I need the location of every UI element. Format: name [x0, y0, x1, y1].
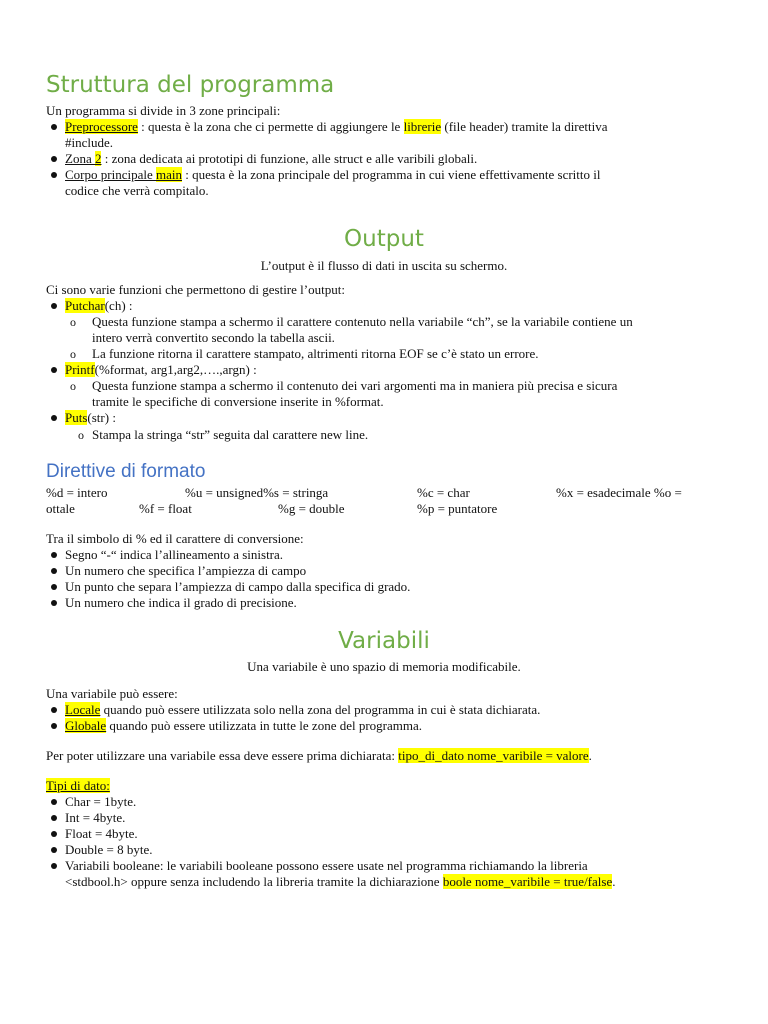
- list-item: [65, 167, 600, 183]
- section-subtitle: L’output è il flusso di dati in uscita su schermo.: [260, 258, 508, 273]
- bullet-icon: [51, 303, 57, 309]
- paragraph-text: Per poter utilizzare una variabile essa deve essere prima dichiarata:: [46, 748, 399, 763]
- highlighted-term: librerie: [403, 119, 442, 134]
- highlighted-term: Putchar: [65, 298, 105, 313]
- list-item-text: : questa è la zona che ci permette di aggiungere le: [137, 119, 404, 134]
- sub-list-item: Stampa la stringa “str” seguita dal carattere new line.: [92, 427, 369, 442]
- bullet-icon: [51, 172, 57, 178]
- section-title-direttive: Direttive di formato: [46, 461, 206, 482]
- paragraph: Ci sono varie funzioni che permettono di gestire l’output:: [46, 282, 345, 297]
- highlighted-term: Printf: [65, 362, 95, 377]
- list-item-text: : questa è la zona principale del programma in cui viene effettivamente scritto il: [181, 167, 601, 182]
- sub-list-item: Questa funzione stampa a schermo il carattere contenuto nella variabile “ch”, se la variabile contiene un: [92, 314, 633, 329]
- list-item-text: <stdbool.h> oppure senza includendo la libreria tramite la dichiarazione: [65, 874, 443, 889]
- circle-bullet-icon: o: [70, 347, 76, 361]
- list-item-text: (str) :: [87, 410, 116, 425]
- list-item-text: (file header) tramite la direttiva: [441, 119, 608, 134]
- paragraph: [46, 748, 592, 764]
- bullet-icon: [51, 815, 57, 821]
- bullet-icon: [51, 863, 57, 869]
- circle-bullet-icon: o: [70, 315, 76, 329]
- format-cell: %p = puntatore: [417, 501, 498, 516]
- list-item: Un numero che indica il grado di precisione.: [65, 595, 297, 610]
- sub-list-item-continuation: intero verrà convertito secondo la tabella ascii.: [92, 330, 335, 345]
- list-item-text: Corpo principale: [65, 167, 156, 182]
- format-cell: %g = double: [278, 501, 345, 516]
- list-item-continuation: [65, 874, 615, 890]
- list-item: Int = 4byte.: [65, 810, 126, 825]
- list-item: Segno “-“ indica l’allineamento a sinistra.: [65, 547, 284, 562]
- sub-list-item: Questa funzione stampa a schermo il contenuto dei vari argomenti ma in maniera più precisa e sicura: [92, 378, 618, 393]
- sub-list-item: La funzione ritorna il carattere stampato, altrimenti ritorna EOF se c’è stato un errore.: [92, 346, 539, 361]
- format-cell: ottale: [46, 501, 75, 516]
- highlighted-term: 2: [94, 151, 102, 166]
- bullet-icon: [51, 723, 57, 729]
- list-item-continuation: #include.: [65, 135, 114, 150]
- bullet-icon: [51, 831, 57, 837]
- bullet-icon: [51, 847, 57, 853]
- highlighted-term: Tipi di dato:: [46, 778, 110, 793]
- list-item: Float = 4byte.: [65, 826, 138, 841]
- highlighted-term: main: [155, 167, 182, 182]
- section-title-struttura: Struttura del programma: [46, 72, 335, 98]
- list-item: Un punto che separa l’ampiezza di campo dalla specifica di grado.: [65, 579, 411, 594]
- section-subtitle: Una variabile è uno spazio di memoria modificabile.: [247, 659, 521, 674]
- list-item-text: quando può essere utilizzata solo nella zona del programma in cui è stata dichiarata.: [100, 702, 541, 717]
- format-cell: %d = intero: [46, 485, 108, 500]
- bullet-icon: [51, 552, 57, 558]
- format-cell: %c = char: [417, 485, 470, 500]
- circle-bullet-icon: o: [78, 428, 84, 442]
- bullet-icon: [51, 584, 57, 590]
- format-cell: %x = esadecimale %o =: [556, 485, 682, 500]
- highlighted-term: Locale: [65, 702, 101, 717]
- list-item-text: .: [612, 874, 616, 889]
- highlighted-code: tipo_di_dato nome_varibile = valore: [398, 748, 589, 763]
- subheading-tipi: [46, 778, 110, 794]
- list-item-text: quando può essere utilizzata in tutte le zone del programma.: [106, 718, 423, 733]
- list-item-text: (ch) :: [104, 298, 133, 313]
- list-item: [65, 362, 257, 378]
- bullet-icon: [51, 568, 57, 574]
- bullet-icon: [51, 124, 57, 130]
- list-item: Double = 8 byte.: [65, 842, 153, 857]
- paragraph: Una variabile può essere:: [46, 686, 178, 701]
- list-item-continuation: codice che verrà compitalo.: [65, 183, 209, 198]
- format-cell: %u = unsigned%s = stringa: [185, 485, 329, 500]
- list-item: [65, 410, 116, 426]
- paragraph: Un programma si divide in 3 zone principali:: [46, 103, 281, 118]
- bullet-icon: [51, 415, 57, 421]
- list-item: [65, 718, 422, 734]
- section-title-variabili: Variabili: [338, 628, 430, 654]
- list-item: Char = 1byte.: [65, 794, 137, 809]
- bullet-icon: [51, 707, 57, 713]
- section-title-output: Output: [344, 226, 424, 252]
- highlighted-code: boole nome_varibile = true/false: [442, 874, 613, 889]
- paragraph: Tra il simbolo di % ed il carattere di conversione:: [46, 531, 304, 546]
- list-item: [65, 119, 608, 135]
- list-item-text: (%format, arg1,arg2,….,argn) :: [94, 362, 257, 377]
- paragraph-text: .: [588, 748, 592, 763]
- bullet-icon: [51, 156, 57, 162]
- bullet-icon: [51, 799, 57, 805]
- bullet-icon: [51, 367, 57, 373]
- list-item: [65, 702, 540, 718]
- highlighted-term: Globale: [65, 718, 107, 733]
- bullet-icon: [51, 600, 57, 606]
- highlighted-term: Preprocessore: [65, 119, 138, 134]
- list-item: [65, 298, 133, 314]
- list-item-text: Zona: [65, 151, 95, 166]
- sub-list-item-continuation: tramite le specifiche di conversione inserite in %format.: [92, 394, 384, 409]
- format-cell: %f = float: [139, 501, 192, 516]
- list-item: Un numero che specifica l’ampiezza di campo: [65, 563, 307, 578]
- highlighted-term: Puts: [65, 410, 88, 425]
- list-item: [65, 151, 477, 167]
- list-item-text: : zona dedicata ai prototipi di funzione, alle struct e alle varibili globali.: [101, 151, 478, 166]
- list-item: Variabili booleane: le variabili booleane possono essere usate nel programma richiamando la libreria: [65, 858, 588, 873]
- circle-bullet-icon: o: [70, 379, 76, 393]
